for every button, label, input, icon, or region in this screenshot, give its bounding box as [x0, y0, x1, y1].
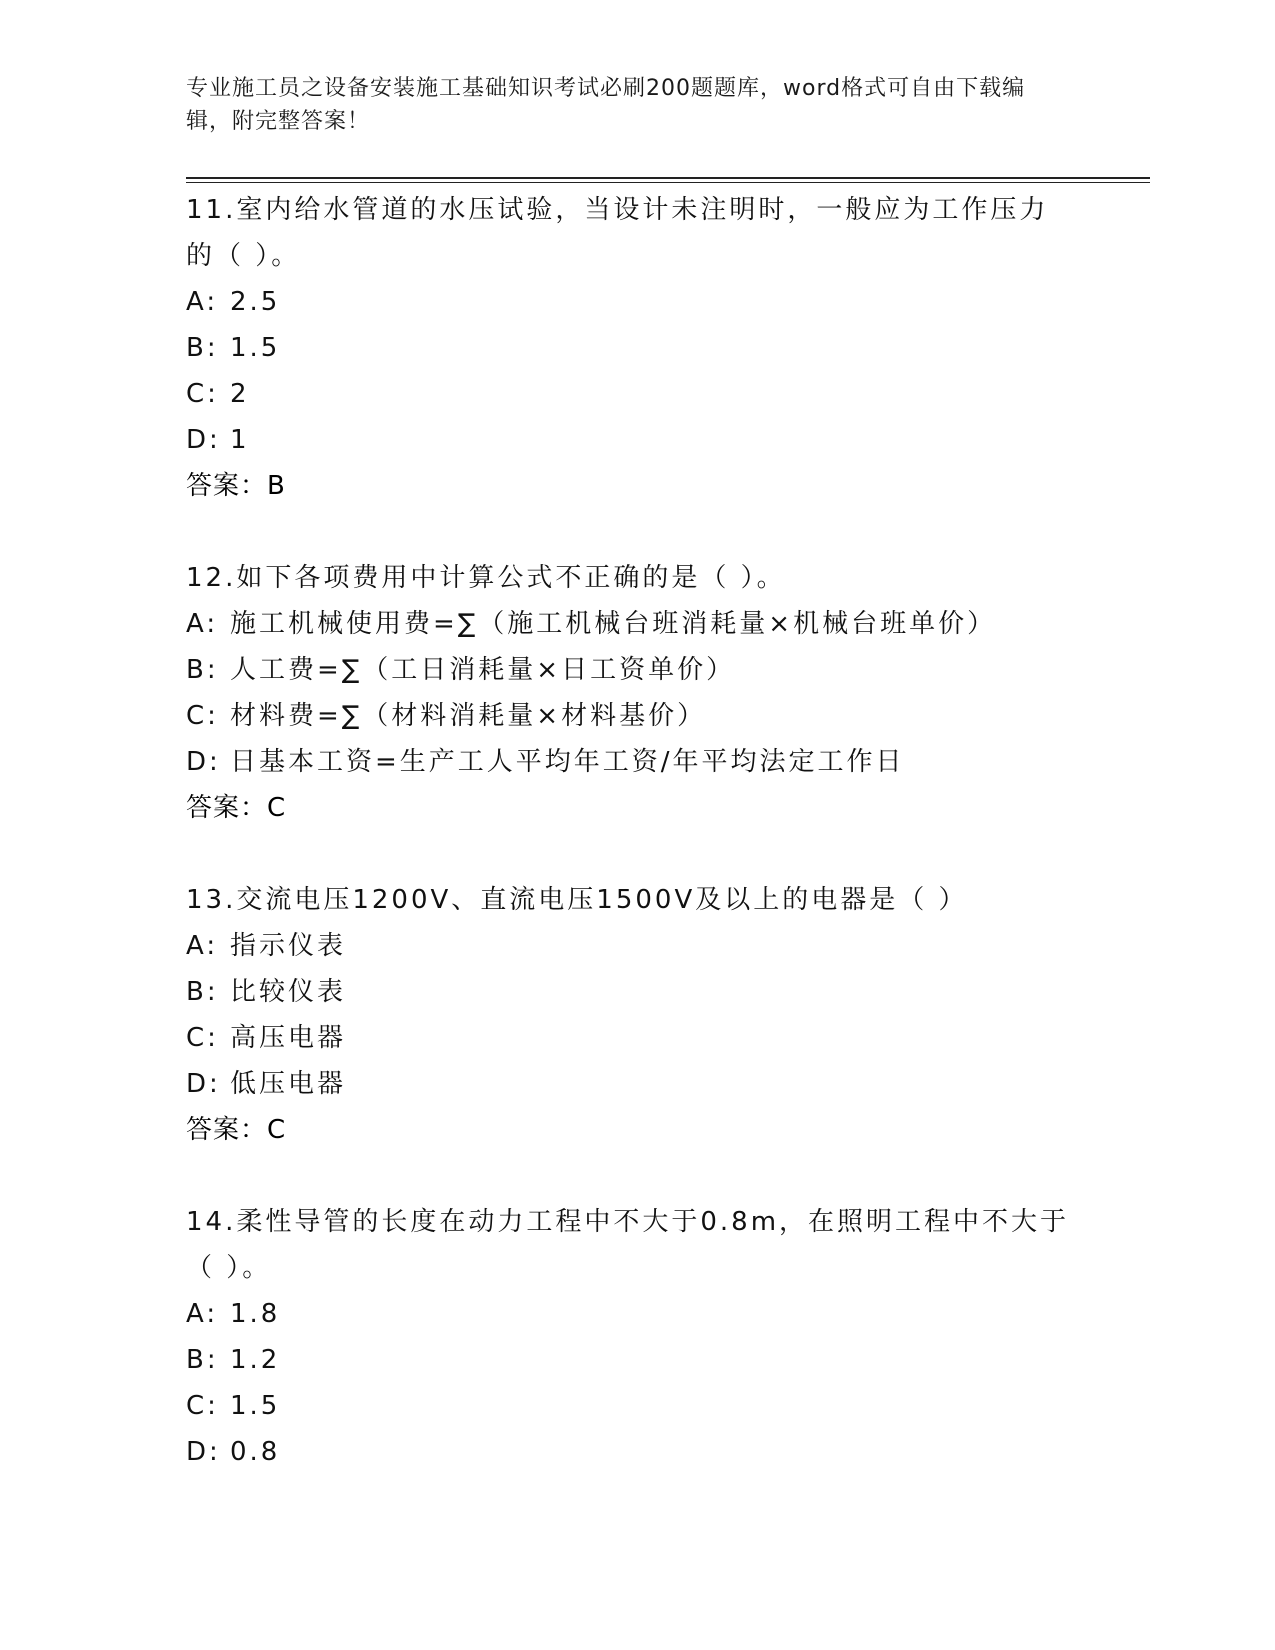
option-letter: D:	[186, 425, 221, 455]
header-rule-thick	[186, 177, 1150, 179]
option-text: 人工费=∑（工日消耗量×日工资单价）	[230, 655, 736, 685]
option-d	[186, 1429, 1086, 1475]
option-letter: C:	[186, 701, 219, 731]
option-d	[186, 739, 1086, 785]
option-text: 材料费=∑（材料消耗量×材料基价）	[230, 701, 707, 731]
option-c	[186, 1383, 1086, 1429]
option-text: 指示仪表	[230, 931, 347, 961]
option-text: 1.2	[230, 1345, 281, 1375]
question-stem: 14.柔性导管的长度在动力工程中不大于0.8m，在照明工程中不大于（ ）。	[186, 1207, 1070, 1283]
option-text: 日基本工资=生产工人平均年工资/年平均法定工作日	[230, 747, 905, 777]
option-text: 1.8	[230, 1299, 281, 1329]
option-a	[186, 1291, 1086, 1337]
option-text: 1.5	[230, 333, 281, 363]
question-stem: 13.交流电压1200V、直流电压1500V及以上的电器是（ ）	[186, 885, 968, 915]
option-a	[186, 601, 1086, 647]
option-text: 高压电器	[230, 1023, 347, 1053]
option-letter: A:	[186, 287, 219, 317]
option-d	[186, 417, 1086, 463]
option-text: 2	[230, 379, 250, 409]
option-text: 2.5	[230, 287, 281, 317]
option-letter: A:	[186, 1299, 219, 1329]
document-header: 专业施工员之设备安装施工基础知识考试必刷200题题库，word格式可自由下载编辑，附完整答案！	[186, 76, 1026, 134]
option-b	[186, 969, 1086, 1015]
option-letter: D:	[186, 747, 221, 777]
option-letter: A:	[186, 931, 219, 961]
option-letter: C:	[186, 1391, 219, 1421]
question-12	[186, 555, 1086, 831]
option-c	[186, 371, 1086, 417]
header-rule-thin	[186, 182, 1150, 183]
answer-line: 答案：B	[186, 471, 286, 501]
option-text: 1.5	[230, 1391, 281, 1421]
question-gap	[186, 509, 1086, 555]
option-letter: B:	[186, 333, 219, 363]
option-letter: C:	[186, 1023, 219, 1053]
option-letter: A:	[186, 609, 219, 639]
option-letter: D:	[186, 1069, 221, 1099]
answer-line: 答案：C	[186, 1115, 287, 1145]
option-text: 低压电器	[230, 1069, 347, 1099]
option-a	[186, 923, 1086, 969]
option-letter: B:	[186, 1345, 219, 1375]
option-letter: D:	[186, 1437, 221, 1467]
option-text: 施工机械使用费=∑（施工机械台班消耗量×机械台班单价）	[230, 609, 997, 639]
option-text: 1	[230, 425, 250, 455]
question-stem: 11.室内给水管道的水压试验，当设计未注明时，一般应为工作压力的（ ）。	[186, 195, 1049, 271]
question-stem: 12.如下各项费用中计算公式不正确的是（ ）。	[186, 563, 786, 593]
option-c	[186, 693, 1086, 739]
option-letter: B:	[186, 655, 219, 685]
question-11	[186, 187, 1086, 509]
option-b	[186, 325, 1086, 371]
option-d	[186, 1061, 1086, 1107]
option-text: 0.8	[230, 1437, 281, 1467]
question-gap	[186, 831, 1086, 877]
question-13	[186, 877, 1086, 1153]
question-gap	[186, 1153, 1086, 1199]
option-c	[186, 1015, 1086, 1061]
answer-line: 答案：C	[186, 793, 287, 823]
question-list	[186, 187, 1086, 1475]
option-a	[186, 279, 1086, 325]
option-letter: B:	[186, 977, 219, 1007]
option-b	[186, 647, 1086, 693]
option-text: 比较仪表	[230, 977, 347, 1007]
option-b	[186, 1337, 1086, 1383]
option-letter: C:	[186, 379, 219, 409]
question-14	[186, 1199, 1086, 1475]
